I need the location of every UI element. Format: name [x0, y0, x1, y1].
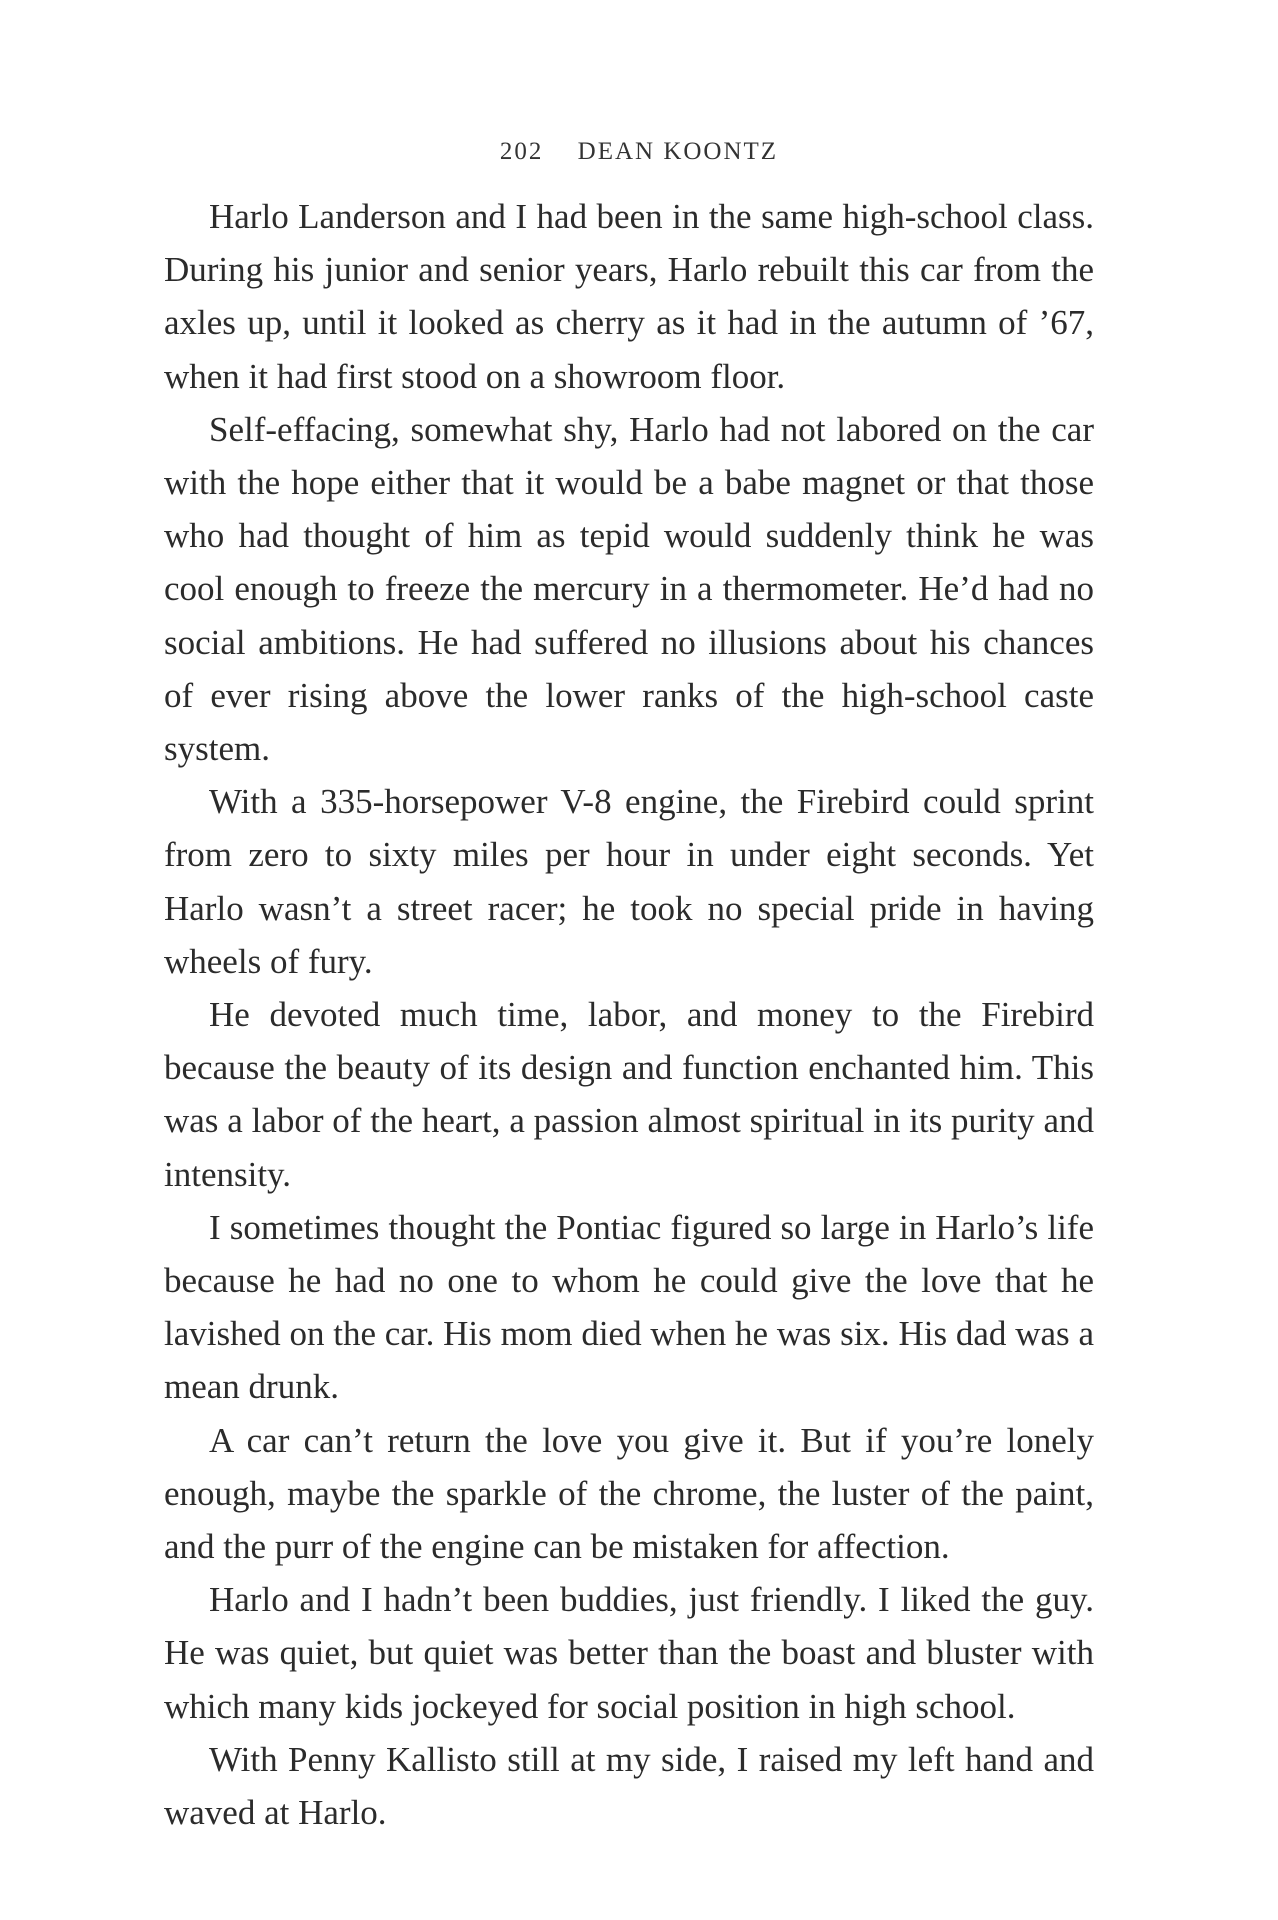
paragraph: A car can’t return the love you give it. But if you’re lonely enough, maybe the sparkle of the chrome, the luster of the paint, and the purr of the engine can be mistaken for affection. — [164, 1420, 1094, 1567]
paragraph: I sometimes thought the Pontiac figured so large in Harlo’s life because he had no one to whom he could give the love that he lavished on the car. His mom died when he was six. His dad was a mean drunk. — [164, 1207, 1094, 1407]
paragraph: Self-effacing, somewhat shy, Harlo had not labored on the car with the hope either that it would be a babe magnet or that those who had thought of him as tepid would suddenly think he was cool enough to freeze the mercury in a thermometer. He’d had no social ambitions. He had suffered no illusions about his chances of ever rising above the lower ranks of the high-school caste system. — [164, 409, 1094, 769]
running-header — [0, 138, 1278, 166]
paragraph: Harlo Landerson and I had been in the same high-school class. During his junior and senior years, Harlo rebuilt this car from the axles up, until it looked as cherry as it had in the autumn of ’67, when it had first stood on a showroom floor. — [164, 197, 1094, 396]
paragraph: Harlo and I hadn’t been buddies, just friendly. I liked the guy. He was quiet, but quiet was better than the boast and bluster with which many kids jockeyed for social position in high school. — [164, 1580, 1094, 1726]
paragraph: With a 335-horsepower V-8 engine, the Firebird could sprint from zero to sixty miles per hour in under eight seconds. Yet Harlo wasn’t a street racer; he took no special pride in having wheels of fury. — [164, 782, 1094, 981]
paragraph: With Penny Kallisto still at my side, I raised my left hand and waved at Harlo. — [164, 1739, 1094, 1833]
body-text — [164, 190, 1094, 1839]
page-number: 202 — [499, 138, 544, 165]
running-head-author: DEAN KOONTZ — [577, 138, 779, 165]
paragraph: He devoted much time, labor, and money to the Firebird because the beauty of its design and function enchanted him. This was a labor of the heart, a passion almost spiritual in its purity and intensity. — [164, 995, 1094, 1194]
